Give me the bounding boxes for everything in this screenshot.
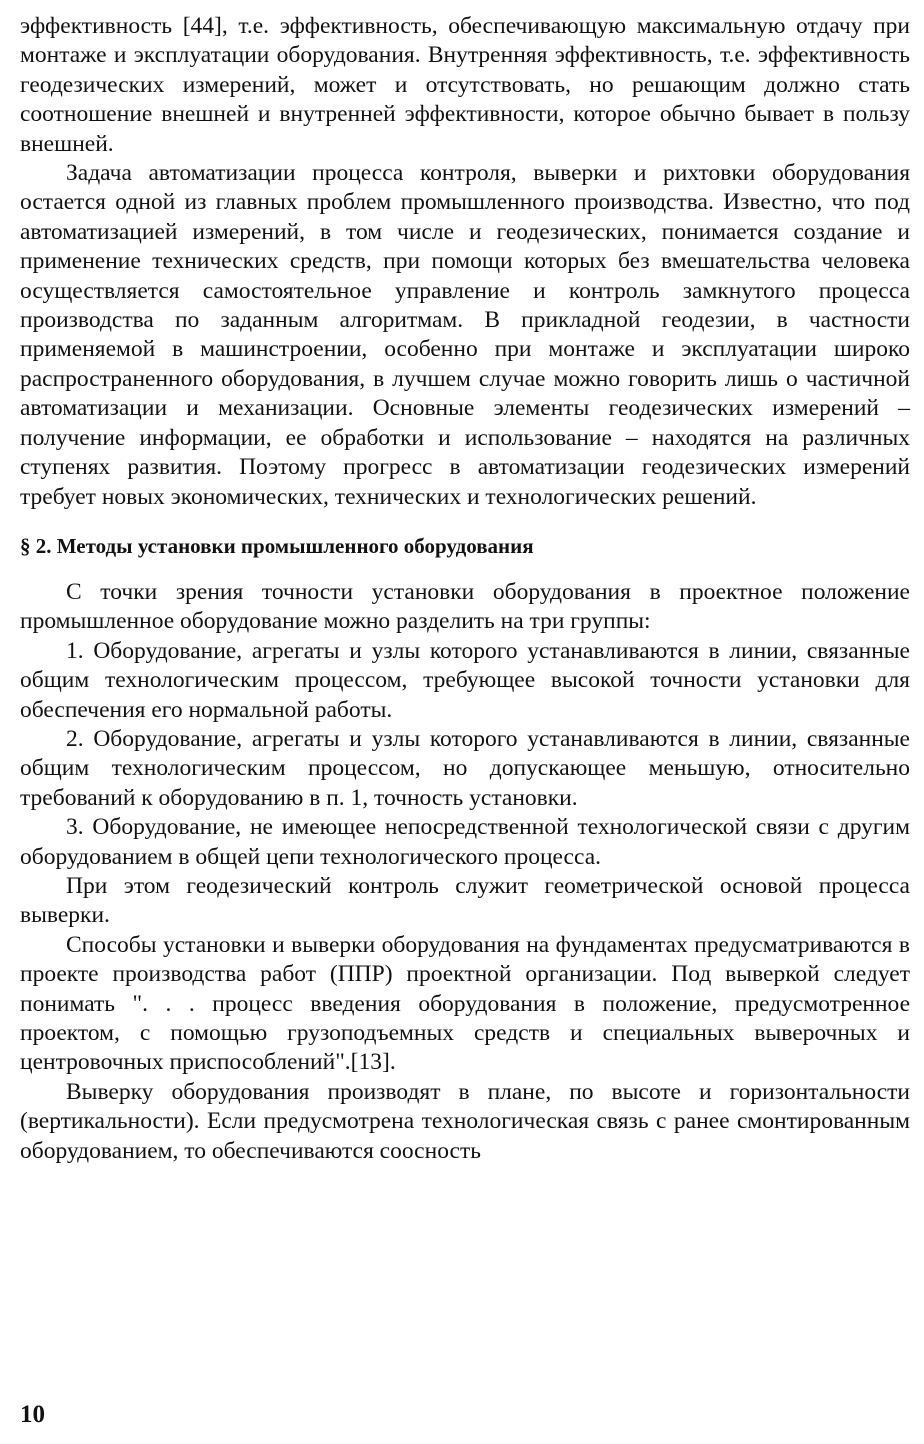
list-item-group-1: 1. Оборудование, агрегаты и узлы которого устанавливаются в линии, связанные общим технологическим процессом, требующее высокой точности установки для обеспечения его нормальной работы. <box>20 637 910 723</box>
list-item-group-3: 3. Оборудование, не имеющее непосредственной технологической связи с другим оборудованием в общей цепи технологического процесса. <box>20 814 910 870</box>
paragraph-installation-methods: Способы установки и выверки оборудования на фундаментах предусматриваются в проекте производства работ (ППР) проектной организации. Под выверкой следует понимать ". . . процесс введения оборудования в положение, предусмотренное проектом, с помощью грузоподъемных средств и специальных выверочных и центровочных приспособлений".[13]. <box>20 931 910 1076</box>
paragraph-geodetic-control: При этом геодезический контроль служит геометрической основой процесса выверки. <box>20 872 910 929</box>
section-heading: § 2. Методы установки промышленного оборудования <box>20 533 534 558</box>
page-body <box>20 12 910 1166</box>
paragraph-automation: Задача автоматизации процесса контроля, выверки и рихтовки оборудования остается одной из главных проблем промышленного производства. Известно, что под автоматизацией измерений, в том числе и геодезических, понимается создание и применение технических средств, при помощи которых без вмешательства человека осуществляется самостоятельное управление и контроль замкнутого процесса производства по заданным алгоритмам. В прикладной геодезии, в частности применяемой в машинстроении, особенно при монтаже и эксплуатации широко распространенного оборудования, в лучшем случае можно говорить лишь о частичной автоматизации и механизации. Основные элементы геодезических измерений – получение информации, ее обработки и использование – находятся на различных ступенях развития. Поэтому прогресс в автоматизации геодезических измерений требует новых экономических, технических и технологических решений. <box>20 160 910 510</box>
paragraph-effectiveness: эффективность [44], т.е. эффективность, обеспечивающую максимальную отдачу при монтаже и эксплуатации оборудования. Внутренняя эффективность, т.е. эффективность геодезических измерений, может и отсутствовать, но решающим должно стать соотношение внешней и внутренней эффективности, которое обычно бывает в пользу внешней. <box>20 13 910 157</box>
paragraph-alignment: Выверку оборудования производят в плане, по высоте и горизонтальности (вертикальности). Если предусмотрена технологическая связь с ранее смонтированным оборудованием, то обеспечиваются соосность <box>20 1078 910 1164</box>
paragraph-groups-intro: С точки зрения точности установки оборудования в проектное положение промышленное оборудование можно разделить на три группы: <box>20 578 910 635</box>
page-number: 10 <box>20 1401 45 1428</box>
list-item-group-2: 2. Оборудование, агрегаты и узлы которого устанавливаются в линии, связанные общим технологическим процессом, но допускающее меньшую, относительно требований к оборудованию в п. 1, точность установки. <box>20 725 910 811</box>
